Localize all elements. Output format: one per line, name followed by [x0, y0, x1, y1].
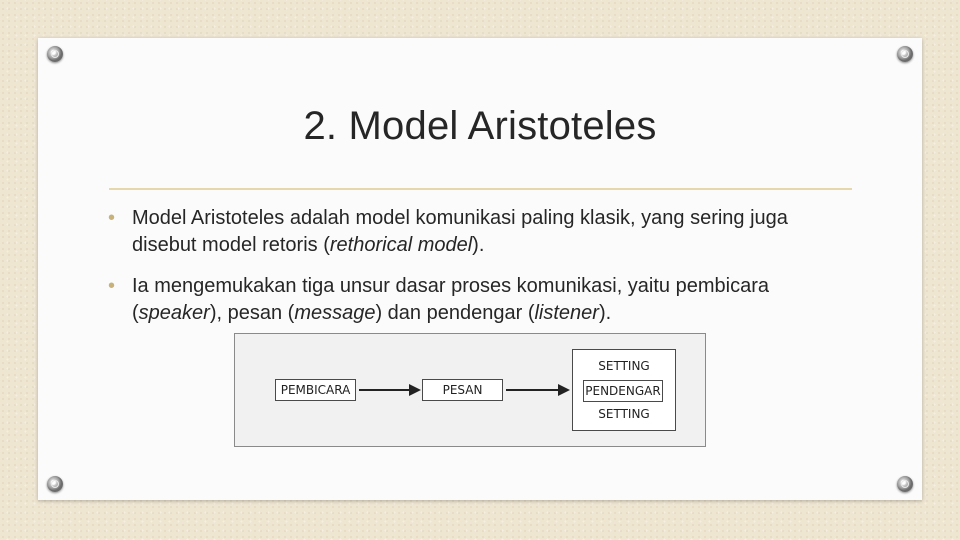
- arrow-right-icon: [506, 383, 570, 397]
- bullet-text-segment: ), pesan (: [209, 302, 295, 324]
- listener-setting-box: [572, 349, 676, 431]
- bullet-dot-icon: •: [108, 207, 116, 229]
- bullet-text-italic: rethorical model: [329, 234, 473, 256]
- bullet-text: [132, 207, 788, 256]
- bullet-text-italic: speaker: [138, 302, 210, 324]
- title-divider: [109, 188, 852, 190]
- listener-label: PENDENGAR: [583, 380, 663, 402]
- aristotle-model-diagram: [234, 333, 706, 447]
- slide-title: 2. Model Aristoteles: [303, 104, 657, 148]
- pin-icon: [897, 46, 913, 62]
- arrow-right-icon: [359, 383, 421, 397]
- bullet-item: [108, 273, 838, 327]
- message-box: PESAN: [422, 379, 503, 401]
- bullet-text-segment: Model Aristoteles adalah model komunikasi paling klasik, yang sering juga disebut model retoris (: [132, 207, 788, 256]
- bullet-list: [108, 205, 838, 341]
- setting-label: SETTING: [598, 407, 650, 421]
- bullet-text-italic: message: [294, 302, 376, 324]
- pin-icon: [47, 476, 63, 492]
- bullet-text-segment: ) dan pendengar (: [375, 302, 535, 324]
- bullet-text-segment: Ia mengemukakan tiga unsur dasar proses komunikasi, yaitu pembicara (: [132, 275, 769, 324]
- bullet-text-segment: ).: [472, 234, 485, 256]
- bullet-text-italic: listener: [534, 302, 599, 324]
- bullet-text-segment: ).: [598, 302, 612, 324]
- bullet-dot-icon: •: [108, 275, 116, 297]
- speaker-box: PEMBICARA: [275, 379, 356, 401]
- bullet-text: [132, 275, 769, 324]
- pin-icon: [897, 476, 913, 492]
- bullet-item: [108, 205, 838, 259]
- slide-card: [38, 38, 922, 500]
- pin-icon: [47, 46, 63, 62]
- setting-label: SETTING: [598, 359, 650, 373]
